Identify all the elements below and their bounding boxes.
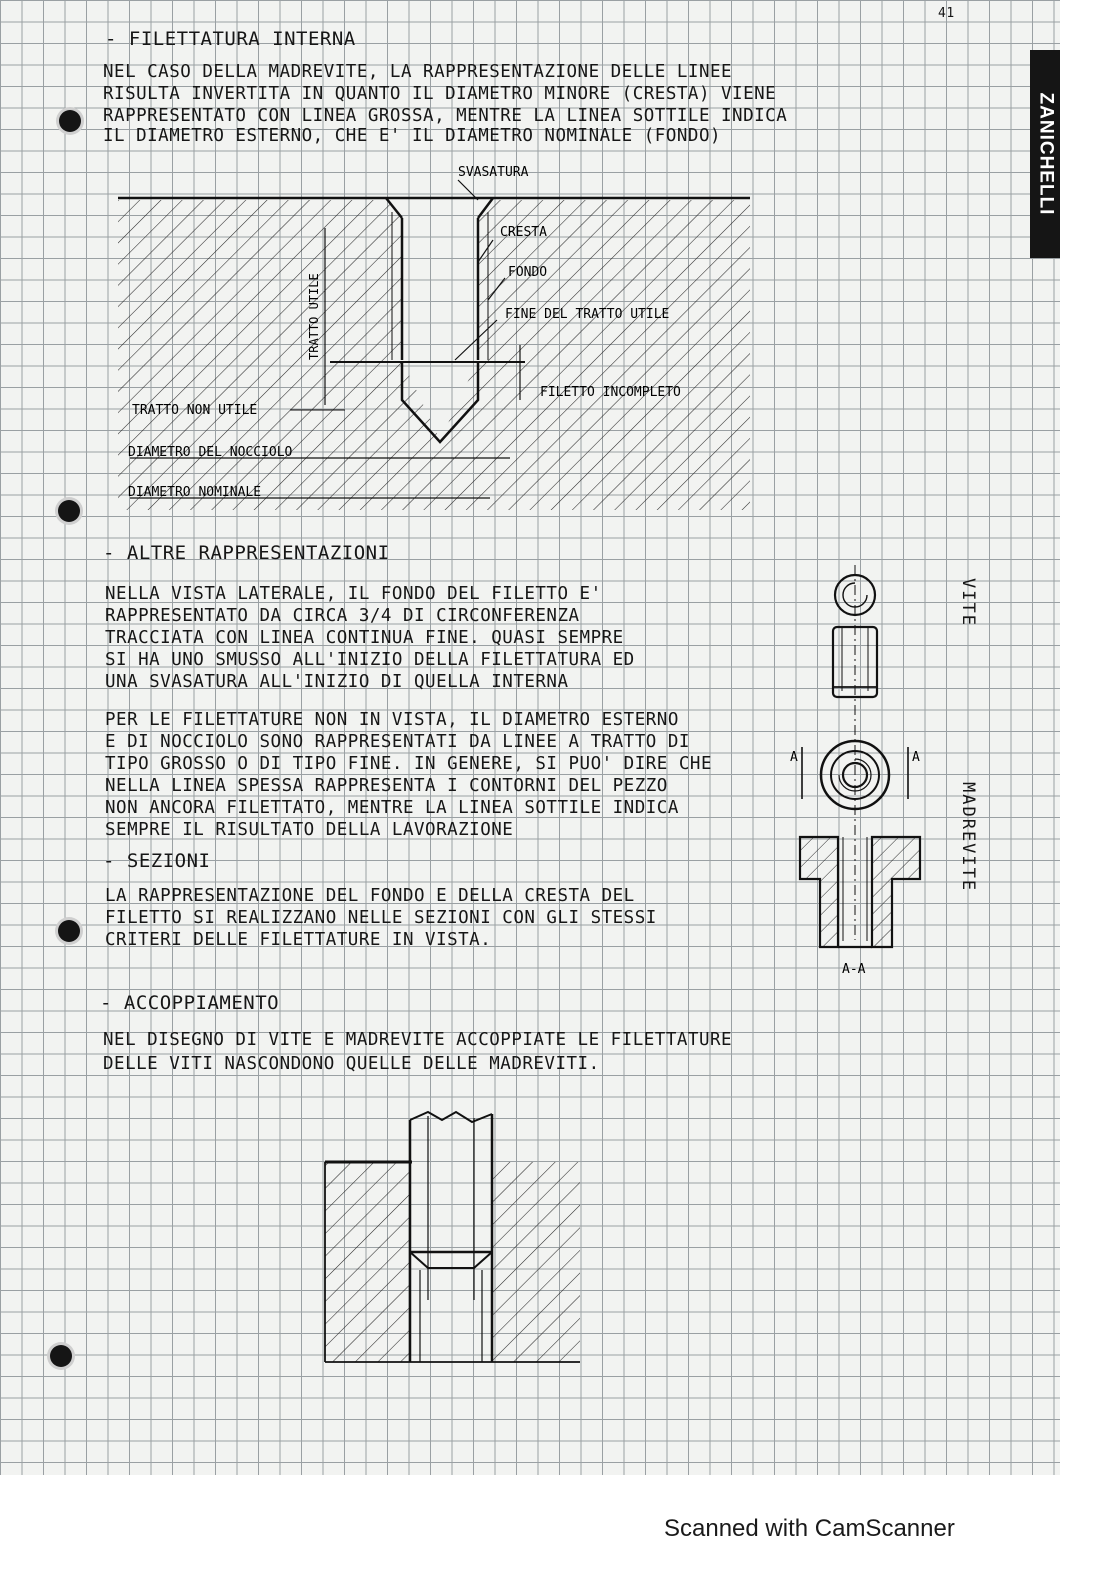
coupling-figure xyxy=(310,1090,610,1380)
text-line: SEMPRE IL RISULTATO DELLA LAVORAZIONE xyxy=(105,820,514,840)
heading-filettatura-interna: - FILETTATURA INTERNA xyxy=(105,28,356,50)
text-line: RAPPRESENTATO CON LINEA GROSSA, MENTRE LA LINEA SOTTILE INDICA xyxy=(103,106,788,126)
label-madrevite: MADREVITE xyxy=(958,782,978,893)
text-line: LA RAPPRESENTAZIONE DEL FONDO E DELLA CRESTA DEL xyxy=(105,886,635,906)
text-line: TRACCIATA CON LINEA CONTINUA FINE. QUASI SEMPRE xyxy=(105,628,624,648)
binder-hole-4 xyxy=(50,1345,72,1367)
label-svasatura: SVASATURA xyxy=(458,165,529,180)
text-line: NON ANCORA FILETTATO, MENTRE LA LINEA SOTTILE INDICA xyxy=(105,798,679,818)
text-line: RAPPRESENTATO DA CIRCA 3/4 DI CIRCONFERENZA xyxy=(105,606,580,626)
text-line: SI HA UNO SMUSSO ALL'INIZIO DELLA FILETTATURA ED xyxy=(105,650,635,670)
text-line: NELLA VISTA LATERALE, IL FONDO DEL FILETTO E' xyxy=(105,584,602,604)
label-diametro-nocciolo: DIAMETRO DEL NOCCIOLO xyxy=(128,445,293,460)
page-number: 41 xyxy=(938,6,955,21)
cut-mark-left: A xyxy=(790,750,798,765)
label-filetto-incompleto: FILETTO INCOMPLETO xyxy=(540,385,681,400)
text-line: PER LE FILETTATURE NON IN VISTA, IL DIAMETRO ESTERNO xyxy=(105,710,679,730)
label-tratto-non-utile: TRATTO NON UTILE xyxy=(132,403,258,418)
screw-chamfer xyxy=(410,1252,492,1268)
heading-altre-rappresentazioni: - ALTRE RAPPRESENTAZIONI xyxy=(103,542,390,564)
text-line: NELLA LINEA SPESSA RAPPRESENTA I CONTORNI DEL PEZZO xyxy=(105,776,668,796)
section-label: A-A xyxy=(842,962,866,977)
text-line: DELLE VITI NASCONDONO QUELLE DELLE MADREVITI. xyxy=(103,1054,600,1074)
text-line: IL DIAMETRO ESTERNO, CHE E' IL DIAMETRO NOMINALE (FONDO) xyxy=(103,126,722,146)
text-line: CRITERI DELLE FILETTATURE IN VISTA. xyxy=(105,930,492,950)
part-right-hatch xyxy=(492,1162,580,1362)
heading-sezioni: - SEZIONI xyxy=(103,850,211,872)
label-tratto-utile: TRATTO UTILE xyxy=(307,273,321,360)
label-cresta: CRESTA xyxy=(500,225,547,240)
side-views-figure xyxy=(780,565,1040,985)
text-line: NEL DISEGNO DI VITE E MADREVITE ACCOPPIATE LE FILETTATURE xyxy=(103,1030,733,1050)
screw-broken-top xyxy=(410,1112,492,1122)
text-line: RISULTA INVERTITA IN QUANTO IL DIAMETRO MINORE (CRESTA) VIENE xyxy=(103,84,777,104)
binder-hole-3 xyxy=(58,920,80,942)
scan-watermark: Scanned with CamScanner xyxy=(664,1515,955,1542)
label-fine-tratto-utile: FINE DEL TRATTO UTILE xyxy=(505,307,670,322)
label-diametro-nominale: DIAMETRO NOMINALE xyxy=(128,485,262,500)
section-hatching xyxy=(118,200,750,510)
label-vite: VITE xyxy=(958,578,978,627)
text-line: TIPO GROSSO O DI TIPO FINE. IN GENERE, SI PUO' DIRE CHE xyxy=(105,754,712,774)
text-line: UNA SVASATURA ALL'INIZIO DI QUELLA INTERNA xyxy=(105,672,569,692)
nut-section-left xyxy=(800,837,838,947)
nut-section-right xyxy=(872,837,920,947)
text-line: E DI NOCCIOLO SONO RAPPRESENTATI DA LINEE A TRATTO DI xyxy=(105,732,690,752)
publisher-name: ZANICHELLI xyxy=(1035,92,1056,216)
internal-thread-figure xyxy=(0,0,1060,560)
text-line: NEL CASO DELLA MADREVITE, LA RAPPRESENTAZIONE DELLE LINEE xyxy=(103,62,733,82)
text-line: FILETTO SI REALIZZANO NELLE SEZIONI CON GLI STESSI xyxy=(105,908,657,928)
cut-mark-right: A xyxy=(912,750,920,765)
label-fondo: FONDO xyxy=(508,265,548,280)
part-left-hatch xyxy=(325,1162,410,1362)
heading-accoppiamento: - ACCOPPIAMENTO xyxy=(100,992,280,1014)
